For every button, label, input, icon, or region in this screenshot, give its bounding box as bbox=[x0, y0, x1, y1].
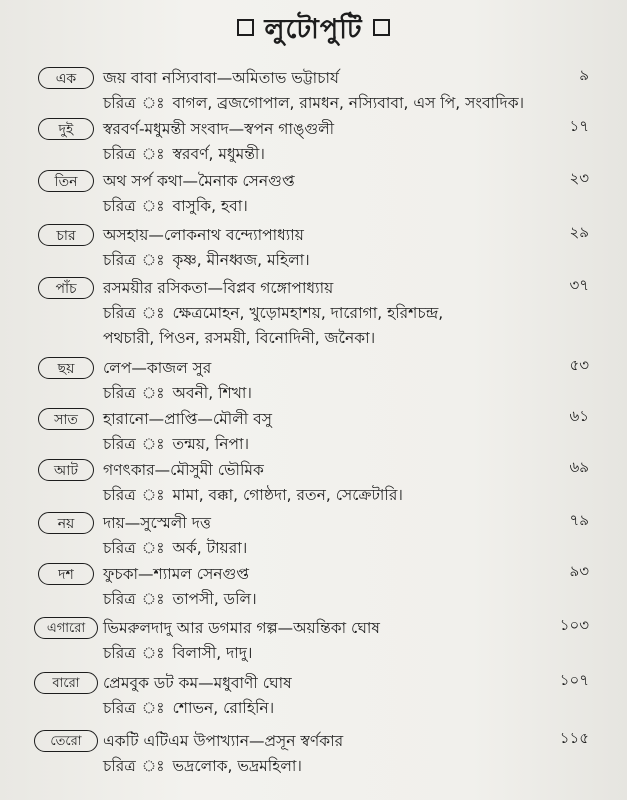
story-title-author: অসহায়—লোকনাথ বন্দ্যোপাধ্যায় bbox=[103, 226, 304, 244]
story-title-author: জয় বাবা নস্যিবাবা—অমিতাভ ভট্টাচার্য bbox=[103, 69, 339, 87]
entry-number-badge: নয় bbox=[38, 512, 94, 534]
characters-label: চরিত্র bbox=[103, 145, 136, 163]
story-title-author: রসময়ীর রসিকতা—বিপ্লব গঙ্গোপাধ্যায় bbox=[103, 279, 334, 297]
entry-number-badge: ছয় bbox=[38, 357, 94, 379]
entry-number-badge: পাঁচ bbox=[38, 277, 94, 299]
characters-line bbox=[103, 588, 257, 610]
page-number: ৯৩ bbox=[569, 562, 589, 580]
characters-line bbox=[103, 382, 252, 404]
characters-list: তাপসী, ডলি। bbox=[172, 590, 257, 608]
characters-label: চরিত্র bbox=[103, 435, 136, 453]
page-number: ৬৯ bbox=[569, 458, 589, 476]
characters-label: চরিত্র bbox=[103, 197, 136, 215]
characters-label: চরিত্র bbox=[103, 251, 136, 269]
story-title-author: হারানো—প্রাপ্তি—মৌলী বসু bbox=[103, 410, 272, 428]
page-number: ১১৫ bbox=[559, 729, 589, 747]
story-title-author: লেপ—কাজল সুর bbox=[103, 359, 212, 377]
characters-label: চরিত্র bbox=[103, 590, 136, 608]
characters-list: অবনী, শিখা। bbox=[172, 384, 252, 402]
entry-number-badge: তেরো bbox=[34, 730, 98, 752]
characters-list: শোভন, রোহিনি। bbox=[172, 699, 275, 717]
characters-label: চরিত্র bbox=[103, 94, 136, 112]
characters-list: মামা, বক্কা, গোষ্ঠদা, রতন, সেক্রেটারি। bbox=[172, 486, 403, 504]
characters-line bbox=[103, 249, 310, 271]
characters-line bbox=[103, 195, 248, 217]
characters-line bbox=[103, 697, 274, 719]
page-number: ১০৭ bbox=[559, 671, 589, 689]
page-number: ২৯ bbox=[569, 223, 589, 241]
characters-colon: ঃ bbox=[141, 197, 165, 215]
entry-number-badge: আট bbox=[38, 459, 94, 481]
characters-list: ভদ্রলোক, ভদ্রমহিলা। bbox=[172, 757, 302, 775]
characters-list: তন্ময়, নিপা। bbox=[172, 435, 250, 453]
characters-line bbox=[103, 143, 265, 165]
characters-colon: ঃ bbox=[141, 145, 165, 163]
page-number: ২৩ bbox=[569, 169, 589, 187]
story-title-author: গণৎকার—মৌসুমী ভৌমিক bbox=[103, 461, 264, 479]
entry-number-badge: দুই bbox=[38, 118, 94, 140]
characters-colon: ঃ bbox=[141, 251, 165, 269]
page-number: ৬১ bbox=[569, 407, 589, 425]
page-number: ৩৭ bbox=[569, 276, 589, 294]
entry-number-badge: সাত bbox=[38, 408, 94, 430]
characters-colon: ঃ bbox=[141, 94, 165, 112]
characters-colon: ঃ bbox=[141, 590, 165, 608]
entry-number-badge: এগারো bbox=[34, 617, 98, 639]
characters-colon: ঃ bbox=[141, 699, 165, 717]
entry-number-badge: দশ bbox=[38, 563, 94, 585]
story-title-author: ফুচকা—শ্যামল সেনগুপ্ত bbox=[103, 565, 250, 583]
entry-number-badge: তিন bbox=[38, 170, 94, 192]
title-left-box-ornament bbox=[237, 19, 254, 36]
story-title-author: প্রেমবুক ডট কম—মধুবাণী ঘোষ bbox=[103, 674, 292, 692]
characters-label: চরিত্র bbox=[103, 539, 136, 557]
story-title-author: একটি এটিএম উপাখ্যান—প্রসূন স্বর্ণকার bbox=[103, 732, 344, 750]
characters-list: স্বরবর্ণ, মধুমন্তী। bbox=[172, 145, 265, 163]
characters-colon: ঃ bbox=[141, 757, 165, 775]
page-number: ১৭ bbox=[569, 117, 589, 135]
entry-number-badge: বারো bbox=[34, 672, 98, 694]
story-title-author: ভিমরুলদাদু আর ডগমার গল্প—অয়ন্তিকা ঘোষ bbox=[103, 619, 380, 637]
characters-colon: ঃ bbox=[141, 304, 165, 322]
characters-colon: ঃ bbox=[141, 539, 165, 557]
characters-line bbox=[103, 755, 302, 777]
page-number: ৫৩ bbox=[569, 356, 589, 374]
characters-list: অর্ক, টায়রা। bbox=[172, 539, 248, 557]
characters-line bbox=[103, 537, 247, 559]
characters-label: চরিত্র bbox=[103, 699, 136, 717]
characters-colon: ঃ bbox=[141, 384, 165, 402]
story-title-author: দায়—সুস্মেলী দত্ত bbox=[103, 514, 211, 532]
characters-line bbox=[103, 302, 443, 324]
page-number: ৯ bbox=[579, 66, 589, 84]
characters-label: চরিত্র bbox=[103, 304, 136, 322]
characters-list: বাসুকি, হবা। bbox=[172, 197, 248, 215]
characters-line bbox=[103, 433, 249, 455]
page-number: ৭৯ bbox=[569, 511, 589, 529]
contents-title bbox=[0, 10, 627, 50]
characters-list: বাগল, ব্রজগোপাল, রামধন, নস্যিবাবা, এস পি, সংবাদিক। bbox=[172, 94, 525, 112]
characters-line bbox=[103, 642, 252, 664]
characters-list: বিলাসী, দাদু। bbox=[172, 644, 253, 662]
characters-label: চরিত্র bbox=[103, 486, 136, 504]
characters-list: কৃষ্ণ, মীনধ্বজ, মহিলা। bbox=[172, 251, 310, 269]
characters-line bbox=[103, 92, 524, 114]
title-right-box-ornament bbox=[373, 19, 390, 36]
title-text: লুটোপুটি bbox=[264, 14, 363, 45]
characters-colon: ঃ bbox=[141, 435, 165, 453]
entry-number-badge: চার bbox=[38, 224, 94, 246]
entry-number-badge: এক bbox=[38, 67, 94, 89]
page-number: ১০৩ bbox=[559, 616, 589, 634]
story-title-author: অথ সর্প কথা—মৈনাক সেনগুপ্ত bbox=[103, 172, 295, 190]
characters-label: চরিত্র bbox=[103, 757, 136, 775]
characters-list: ক্ষেত্রমোহন, খুড়োমহাশয়, দারোগা, হরিশচন্দ্র, bbox=[172, 304, 444, 322]
characters-label: চরিত্র bbox=[103, 384, 136, 402]
characters-colon: ঃ bbox=[141, 644, 165, 662]
story-title-author: স্বরবর্ণ-মধুমন্তী সংবাদ—স্বপন গাঙ্গুলী bbox=[103, 120, 335, 138]
characters-label: চরিত্র bbox=[103, 644, 136, 662]
characters-colon: ঃ bbox=[141, 486, 165, 504]
characters-line bbox=[103, 484, 403, 506]
characters-list-continued: পথচারী, পিওন, রসময়ী, বিনোদিনী, জনৈকা। bbox=[103, 329, 376, 347]
